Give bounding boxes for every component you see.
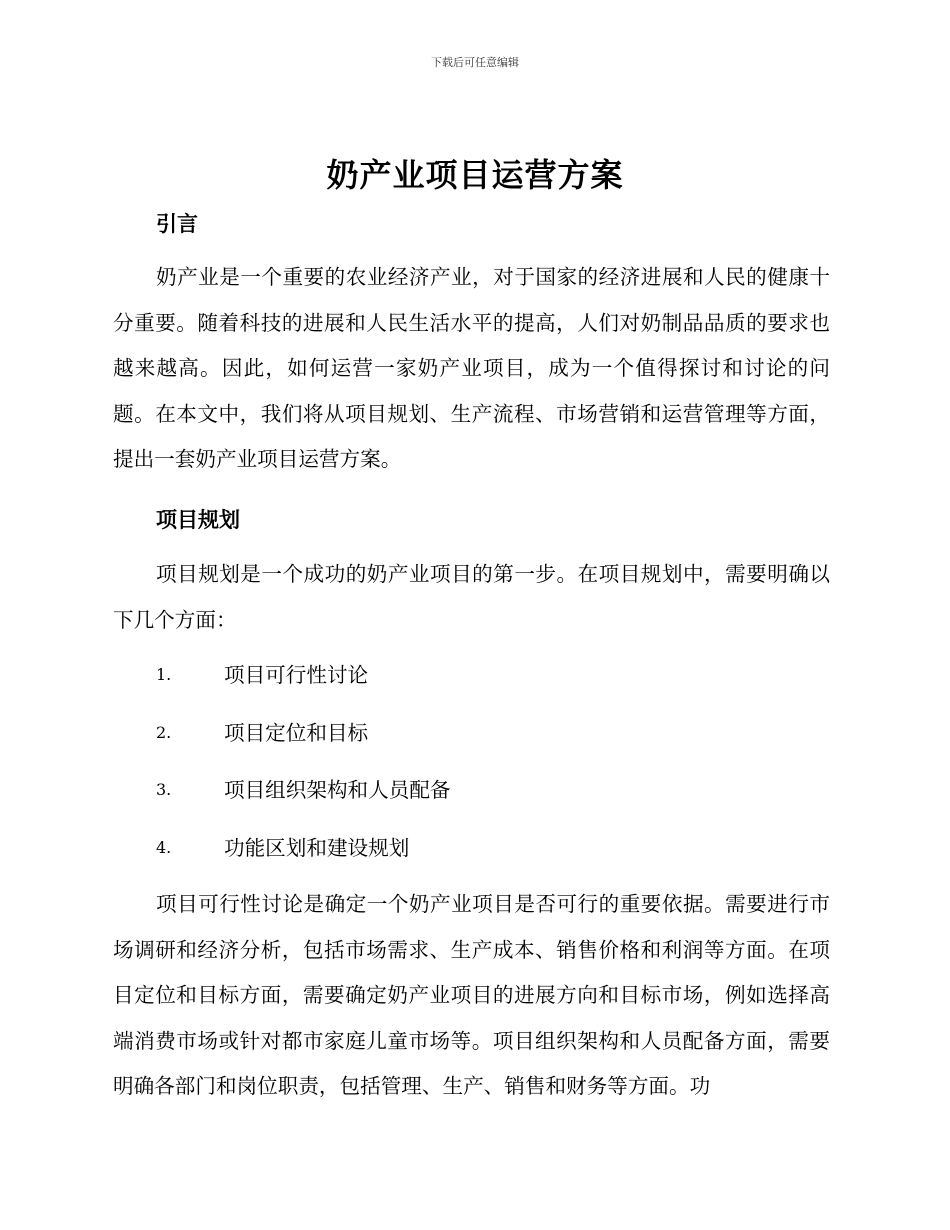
planning-paragraph-2: 项目可行性讨论是确定一个奶产业项目是否可行的重要依据。需要进行市场调研和经济分析，包括市场需求、生产成本、销售价格和利润等方面。在项目定位和目标方面，需要确定奶产业项目的进展方向和目标市场，例如选择高端消费市场或针对都市家庭儿童市场等。项目组织架构和人员配备方面，需要明确各部门和岗位职责，包括管理、生产、销售和财务等方面。功 [113,892,830,1098]
list-text: 项目组织架构和人员配备 [224,778,451,802]
list-number: 3. [156,780,172,799]
planning-paragraph-1: 项目规划是一个成功的奶产业项目的第一步。在项目规划中，需要明确以下几个方面： [113,562,830,632]
list-text: 功能区划和建设规划 [224,836,410,860]
section-heading-intro: 引言 [156,212,198,236]
page-header-note: 下载后可任意编辑 [431,56,519,69]
list-number: 2. [156,723,172,742]
list-number: 1. [156,665,172,684]
section-heading-planning: 项目规划 [156,508,240,532]
list-text: 项目定位和目标 [224,721,369,745]
list-text: 项目可行性讨论 [224,663,369,687]
intro-paragraph: 奶产业是一个重要的农业经济产业，对于国家的经济进展和人民的健康十分重要。随着科技的进展和人民生活水平的提高，人们对奶制品品质的要求也越来越高。因此，如何运营一家奶产业项目，成为一个值得探讨和讨论的问题。在本文中，我们将从项目规划、生产流程、市场营销和运营管理等方面，提出一套奶产业项目运营方案。 [113,265,830,471]
document-title: 奶产业项目运营方案 [326,156,624,194]
list-number: 4. [156,838,172,857]
